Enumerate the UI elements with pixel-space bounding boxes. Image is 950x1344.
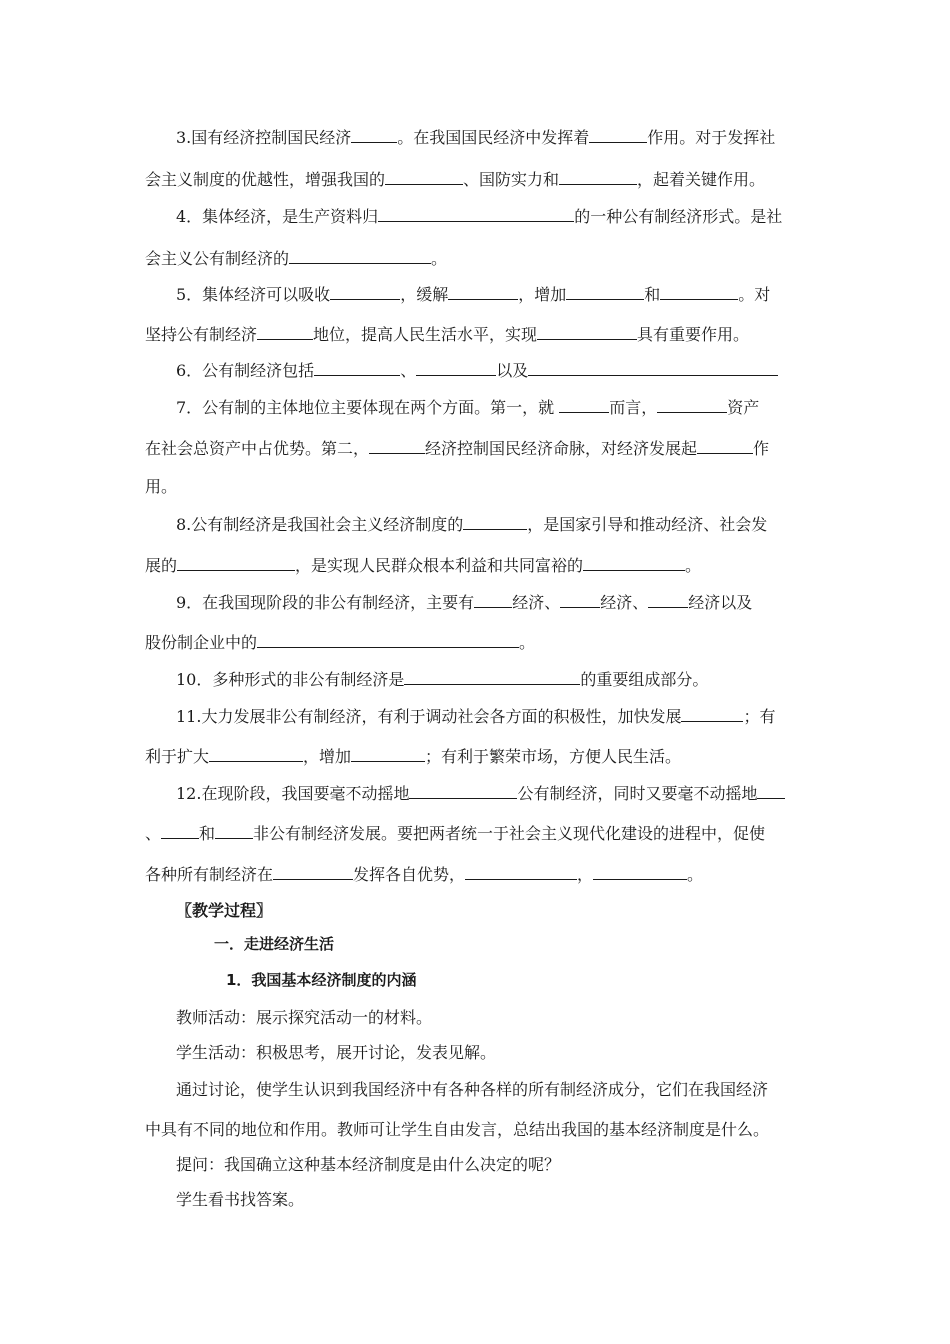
text: 9．在我国现阶段的非公有制经济，主要有 xyxy=(176,593,475,612)
question-3-line-1 xyxy=(176,127,775,147)
fill-blank xyxy=(289,248,431,264)
teaching-process-header: 〖教学过程〗 xyxy=(176,901,273,920)
text: ， xyxy=(577,865,594,884)
fill-blank xyxy=(273,864,353,880)
text: 发挥各自优势， xyxy=(353,865,466,884)
text: 在社会总资产中占优势。第二， xyxy=(145,439,370,458)
teacher-activity: 教师活动：展示探究活动一的材料。 xyxy=(176,1008,433,1027)
discussion-line-2: 中具有不同的地位和作用。教师可让学生自由发言，总结出我国的基本经济制度是什么。 xyxy=(145,1120,770,1139)
fill-blank xyxy=(593,864,687,880)
text: 和 xyxy=(644,285,661,304)
fill-blank xyxy=(657,397,727,413)
question-4-line-1 xyxy=(176,206,782,226)
text: 经济控制国民经济命脉，对经济发展起 xyxy=(425,439,698,458)
fill-blank xyxy=(463,514,527,530)
question-12-line-2 xyxy=(145,823,765,843)
question-5-line-2 xyxy=(145,324,749,344)
text: 4．集体经济，是生产资料归 xyxy=(176,207,379,226)
text: 作用。对于发挥社 xyxy=(647,128,776,147)
text: ，是实现人民群众根本利益和共同富裕的 xyxy=(295,556,584,575)
text: ，增加 xyxy=(518,285,567,304)
fill-blank xyxy=(448,284,518,300)
text: 利于扩大 xyxy=(145,747,210,766)
text: 具有重要作用。 xyxy=(637,325,750,344)
text: 会主义公有制经济的 xyxy=(145,249,290,268)
text: 作 xyxy=(753,439,770,458)
fill-blank xyxy=(566,284,644,300)
text: 展的 xyxy=(145,556,178,575)
text: 经济、 xyxy=(512,593,561,612)
text: 8.公有制经济是我国社会主义经济制度的 xyxy=(176,515,464,534)
fill-blank xyxy=(474,592,512,608)
fill-blank xyxy=(177,555,295,571)
question-prompt: 提问：我国确立这种基本经济制度是由什么决定的呢？ xyxy=(176,1155,561,1174)
fill-blank xyxy=(416,360,496,376)
fill-blank xyxy=(404,669,580,685)
text: 。 xyxy=(519,633,536,652)
student-answer: 学生看书找答案。 xyxy=(176,1190,305,1209)
fill-blank xyxy=(559,397,609,413)
fill-blank xyxy=(465,864,577,880)
question-5-line-1 xyxy=(176,284,770,304)
text: 地位，提高人民生活水平，实现 xyxy=(313,325,538,344)
fill-blank xyxy=(330,284,400,300)
text: 以及 xyxy=(496,361,529,380)
question-8-line-1 xyxy=(176,514,767,534)
fill-blank xyxy=(209,746,303,762)
fill-blank xyxy=(351,127,397,143)
fill-blank xyxy=(697,438,753,454)
text: 12.在现阶段，我国要毫不动摇地 xyxy=(176,784,410,803)
text: 5．集体经济可以吸收 xyxy=(176,285,331,304)
fill-blank xyxy=(351,746,425,762)
fill-blank xyxy=(369,438,425,454)
section-heading: 一．走进经济生活 xyxy=(214,935,335,953)
question-12-line-3 xyxy=(145,864,703,884)
fill-blank xyxy=(757,783,785,799)
text: 经济、 xyxy=(600,593,649,612)
text: 7．公有制的主体地位主要体现在两个方面。第一，就 xyxy=(176,398,560,417)
discussion-line-1: 通过讨论，使学生认识到我国经济中有各种各样的所有制经济成分，它们在我国经济 xyxy=(176,1080,769,1099)
text: 而言， xyxy=(609,398,658,417)
question-11-line-1 xyxy=(176,706,775,726)
fill-blank xyxy=(589,127,647,143)
student-activity: 学生活动：积极思考，展开讨论，发表见解。 xyxy=(176,1043,497,1062)
fill-blank xyxy=(161,823,199,839)
question-9-line-2 xyxy=(145,632,535,652)
fill-blank xyxy=(583,555,685,571)
text: 。 xyxy=(685,556,702,575)
fill-blank xyxy=(215,823,253,839)
fill-blank xyxy=(257,324,313,340)
text: ；有利于繁荣市场，方便人民生活。 xyxy=(425,747,682,766)
text: 经济以及 xyxy=(688,593,753,612)
text: 非公有制经济发展。要把两者统一于社会主义现代化建设的进程中，促使 xyxy=(253,824,766,843)
text: 、 xyxy=(400,361,417,380)
question-12-line-1 xyxy=(176,783,785,803)
fill-blank xyxy=(314,360,400,376)
question-3-line-2 xyxy=(145,169,765,189)
text: 、 xyxy=(145,824,162,843)
question-9-line-1 xyxy=(176,592,752,612)
fill-blank xyxy=(559,169,637,185)
question-4-line-2 xyxy=(145,248,447,268)
question-7-line-2 xyxy=(145,438,769,458)
text: 、国防实力和 xyxy=(463,170,560,189)
text: 。对 xyxy=(738,285,771,304)
text: ；有 xyxy=(743,707,776,726)
text: ，增加 xyxy=(303,747,352,766)
text: 11.大力发展非公有制经济，有利于调动社会各方面的积极性，加快发展 xyxy=(176,707,682,726)
fill-blank xyxy=(537,324,637,340)
text: 各种所有制经济在 xyxy=(145,865,274,884)
text: 10．多种形式的非公有制经济是 xyxy=(176,670,405,689)
fill-blank xyxy=(385,169,463,185)
text: ，是国家引导和推动经济、社会发 xyxy=(527,515,768,534)
text: 坚持公有制经济 xyxy=(145,325,258,344)
question-6 xyxy=(176,360,778,380)
text: 公有制经济，同时又要毫不动摇地 xyxy=(517,784,758,803)
question-7-line-1 xyxy=(176,397,759,417)
subsection-heading: 1．我国基本经济制度的内涵 xyxy=(226,971,417,989)
fill-blank xyxy=(560,592,600,608)
text: 的重要组成部分。 xyxy=(580,670,709,689)
text: 。在我国国民经济中发挥着 xyxy=(397,128,590,147)
fill-blank xyxy=(648,592,688,608)
fill-blank xyxy=(257,632,519,648)
text: ，起着关键作用。 xyxy=(637,170,766,189)
fill-blank xyxy=(660,284,738,300)
text: 用。 xyxy=(145,477,178,496)
question-11-line-2 xyxy=(145,746,681,766)
fill-blank xyxy=(409,783,517,799)
text: 资产 xyxy=(727,398,760,417)
text: 和 xyxy=(199,824,216,843)
text: 股份制企业中的 xyxy=(145,633,258,652)
fill-blank xyxy=(681,706,743,722)
text: ，缓解 xyxy=(400,285,449,304)
text: 6．公有制经济包括 xyxy=(176,361,315,380)
text: 。 xyxy=(431,249,448,268)
question-10 xyxy=(176,669,708,689)
fill-blank xyxy=(528,360,778,376)
question-8-line-2 xyxy=(145,555,701,575)
text: 会主义制度的优越性，增强我国的 xyxy=(145,170,386,189)
question-7-line-3 xyxy=(145,477,177,497)
text: 的一种公有制经济形式。是社 xyxy=(574,207,783,226)
text: 3.国有经济控制国民经济 xyxy=(176,128,352,147)
fill-blank xyxy=(378,206,574,222)
text: 。 xyxy=(687,865,704,884)
